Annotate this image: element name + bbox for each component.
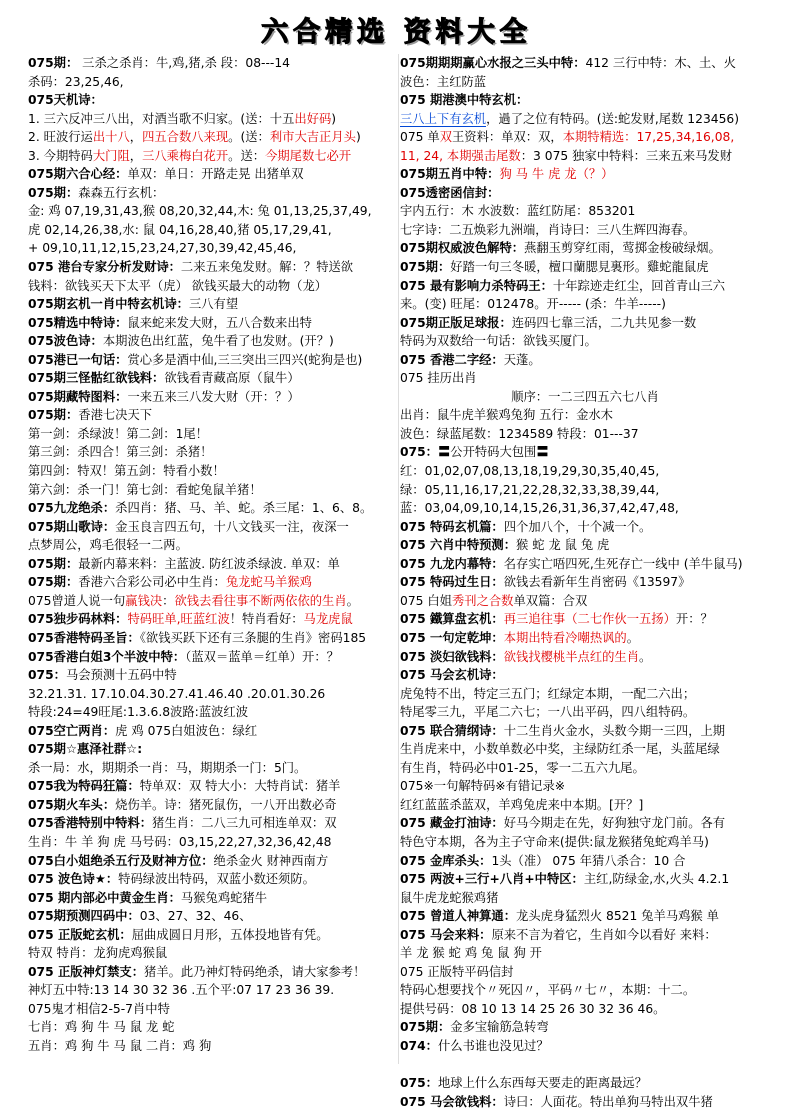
page-title: 六合精选 资料大全 bbox=[261, 17, 532, 48]
right-line: 特码心想要找个〃死囚〃，平码〃七〃，本期：十二。 bbox=[400, 983, 696, 998]
right-line: 虎兔特不出，特定三五门；红绿定本期，一配二六出； bbox=[400, 686, 696, 701]
left-line: 特双 特肖：龙狗虎鸡猴鼠 bbox=[28, 946, 168, 961]
left-line: 075鬼才相信2-5-7肖中特 bbox=[28, 1001, 170, 1016]
left-line: 特段:24=49旺尾:1.3.6.8波路:蓝波红波 bbox=[28, 705, 249, 720]
left-line: 075期：最新内幕来料：主蓝波. 防红波杀绿波. 单双：单 bbox=[28, 556, 340, 571]
left-line: 075九龙绝杀：杀四肖：猪、马、羊、蛇。杀三尾：1、6、8。 bbox=[28, 501, 373, 516]
right-line: 075 马会玄机诗： bbox=[400, 668, 504, 683]
left-line: 075 期内部必中黄金生肖：马猴兔鸡蛇猪牛 bbox=[28, 890, 268, 905]
left-line: 075期玄机一肖中特玄机诗：三八有望 bbox=[28, 297, 239, 312]
right-line: 075※一句解特码※有错记录※ bbox=[400, 779, 566, 794]
right-line: 蓝：03,04,09,10,14,15,26,31,36,37,42,47,48, bbox=[400, 501, 679, 516]
right-line: 宇内五行：木 水波数：蓝红防尾：853201 bbox=[400, 204, 636, 219]
right-line: 075 马会欲钱料：诗曰：人面花。特出单狗马特出双牛猪 bbox=[400, 1094, 713, 1109]
right-line: 075 挂历出肖 bbox=[400, 371, 477, 386]
right-line bbox=[400, 1056, 770, 1075]
left-line: + 09,10,11,12,15,23,24,27,30,39,42,45,46, bbox=[28, 241, 297, 256]
right-column bbox=[400, 54, 770, 1111]
right-line: 075 九龙内幕特：名存实亡唔四死,生死存亡一线中 (羊牛鼠马) bbox=[400, 556, 743, 571]
right-line: 075：地球上什么东西每天要走的距离最远？ bbox=[400, 1076, 648, 1091]
right-line: 11, 24, 本期强击尾数：3 075 独家中特料：三来五来马发财 bbox=[400, 148, 732, 163]
left-line: 075港已一句话：赏心多是酒中仙,三三突出三四兴(蛇狗是也) bbox=[28, 352, 363, 367]
left-line: 075 波色诗★：特码绿波出特码，双蓝小数还须防。 bbox=[28, 872, 315, 887]
left-line: 虎 02,14,26,38,水: 鼠 04,16,28,40,猪 05,17,29,41, bbox=[28, 222, 332, 237]
right-line: 波色：主红防蓝 bbox=[400, 74, 487, 89]
right-line: 出肖：鼠牛虎羊猴鸡兔狗 五行：金水木 bbox=[400, 408, 613, 423]
right-line: 075 联合猜纲诗：十二生肖火金水，头数今期一三四，上期 bbox=[400, 723, 726, 738]
left-line: 075空亡两肖：虎 鸡 075白姐波色：绿红 bbox=[28, 723, 258, 738]
left-line: 075期藏特图料：一来五来三八发大财（开：？） bbox=[28, 389, 300, 404]
right-line: 顺序：一二三四五六七八肖 bbox=[511, 389, 659, 404]
left-line: 075波色诗：本期波色出红蓝，兔牛看了也发财。(开？) bbox=[28, 334, 334, 349]
right-line: 红：01,02,07,08,13,18,19,29,30,35,40,45, bbox=[400, 464, 660, 479]
left-line: 075 港台专家分析发财诗：二来五来兔发财。解：？特送欲 bbox=[28, 260, 354, 275]
right-line: 特码为双数给一句话：欲钱买厦门。 bbox=[400, 334, 597, 349]
left-line: 第四剑：特双！第五剑：特看小数！ bbox=[28, 464, 225, 479]
left-line: 075期山歌诗：金玉良言四五句，十八文钱买一注，夜深一 bbox=[28, 519, 349, 534]
right-line: 绿：05,11,16,17,21,22,28,32,33,38,39,44, bbox=[400, 482, 660, 497]
left-line: 075天机诗： bbox=[28, 93, 103, 108]
left-line: 075期三怪骷红欲钱料：欲钱看青藏高原（鼠牛） bbox=[28, 371, 300, 386]
right-line: 074：什么书谁也没见过？ bbox=[400, 1038, 549, 1053]
right-line: 075 藏金打油诗：好马今期走在先，好狗独守龙门前。各有 bbox=[400, 816, 726, 831]
right-line: 来。(变) 旺尾：012478。开----- (杀：牛羊-----) bbox=[400, 297, 666, 312]
left-line: 生肖：牛 羊 狗 虎 马号码：03,15,22,27,32,36,42,48 bbox=[28, 834, 332, 849]
left-line: 2. 旺波行运出十八，四五合数八来现。(送：利市大吉正月头) bbox=[28, 130, 361, 145]
left-line: 金: 鸡 07,19,31,43,猴 08,20,32,44,木: 兔 01,13,25,37,49, bbox=[28, 204, 372, 219]
right-line: 075 正版特平码信封 bbox=[400, 964, 514, 979]
left-line: 杀一局：水，期期杀一肖：马，期期杀一门：5门。 bbox=[28, 760, 307, 775]
left-line: 杀码：23,25,46, bbox=[28, 74, 124, 89]
left-line: 第一剑：杀绿波！第二剑：1尾！ bbox=[28, 426, 208, 441]
right-line: 075 一句定乾坤：本期出特看冷嘲热讽的。 bbox=[400, 630, 640, 645]
column-divider bbox=[398, 54, 399, 1064]
left-line: 075期火车头：烧伤羊。诗：猪死鼠伤，一八开出数必奇 bbox=[28, 797, 337, 812]
right-line: 075 特码过生日：欲钱去看新年生肖密码《13597》 bbox=[400, 575, 691, 590]
left-line: 神灯五中特:13 14 30 32 36 .五个平:07 17 23 36 39. bbox=[28, 983, 335, 998]
left-line: 075 正版蛇玄机：屈曲成圆日月形，五体投地皆有凭。 bbox=[28, 927, 329, 942]
right-line: 075期正版足球报：连码四七靠三活，二九共见参一数 bbox=[400, 315, 697, 330]
right-line: 075期权威波色解特：燕翻玉剪穿红雨，莺掷金梭破绿烟。 bbox=[400, 241, 721, 256]
left-line: 3. 今期特码大门阻，三八乘梅白花开。送：今期尾数七必开 bbox=[28, 148, 352, 163]
right-line: 075 特码玄机篇：四个加八个，十个减一个。 bbox=[400, 519, 652, 534]
left-line: 075期：森森五行玄机： bbox=[28, 185, 165, 200]
left-line: 钱料：欲钱买天下太平（虎） 欲钱买最大的动物（龙） bbox=[28, 278, 328, 293]
left-line: 075期： 三杀之杀肖：牛,鸡,猪,杀 段：08---14 bbox=[28, 56, 290, 70]
right-line: 075 淡妇欲钱料：欲钱找樱桃半点红的生肖。 bbox=[400, 649, 652, 664]
right-line: 075透密函信封： bbox=[400, 185, 500, 200]
left-line: 1. 三六反冲三八出，对酒当歌不归家。(送：十五出好码) bbox=[28, 111, 337, 126]
right-line: 075 香港二字经：天蓬。 bbox=[400, 352, 541, 367]
right-line: 075 两波+三行+八肖+中特区：主红,防绿金,水,火头 4.2.1 bbox=[400, 872, 730, 887]
right-line: 075 曾道人神算通：龙头虎身猛烈火 8521 兔羊马鸡猴 单 bbox=[400, 909, 719, 924]
left-line: 点梦周公，鸡毛很轻一二两。 bbox=[28, 538, 188, 553]
left-column bbox=[28, 54, 396, 1056]
left-line: 075期☆惠泽社群☆: bbox=[28, 742, 143, 757]
left-line: 075期：香港七决天下 bbox=[28, 408, 153, 423]
right-line: 075 鐵算盘玄机：再三追往事（二七作伙一五扬）开：？ bbox=[400, 612, 713, 627]
right-line: 波色：绿蓝尾数：1234589 特段：01---37 bbox=[400, 426, 639, 441]
left-line: 075期六合心经：单双：单日：开路走晃 出猪单双 bbox=[28, 167, 304, 182]
left-line: 第三剑：杀四合！第三剑：杀猪！ bbox=[28, 445, 213, 460]
right-line: 075 金库杀头：1头（准） 075 年猜八杀合：10 合 bbox=[400, 853, 686, 868]
right-line: 特尾零三九，平尾二六七；一八出平码，四八组特码。 bbox=[400, 705, 696, 720]
right-line: 075：〓公开特码大包围〓 bbox=[400, 445, 549, 460]
right-line: 075 最有影响力杀特码王：十年踪迹走红尘，回首青山三六 bbox=[400, 278, 726, 293]
right-line: 075期：金多宝输筋急转弯 bbox=[400, 1020, 549, 1035]
right-line: 075 期港澳中特玄机： bbox=[400, 93, 529, 108]
left-line: 075期：香港六合彩公司必中生肖：兔龙蛇马羊猴鸡 bbox=[28, 575, 312, 590]
right-line: 有生肖，特码必中01-25，零一二五六九尾。 bbox=[400, 760, 645, 775]
left-line: 075白小姐绝杀五行及财神方位：绝杀金火 财神西南方 bbox=[28, 853, 329, 868]
left-line: 075香港白姐3个半波中特：（蓝双＝蓝单＝红单）开：？ bbox=[28, 649, 339, 664]
right-line: 075 单双王资料：单双：双，本期特精选：17,25,34,16,08, bbox=[400, 130, 735, 145]
right-line: 075期期期赢心水报之三头中特：412 三行中特：木、土、火 bbox=[400, 56, 736, 70]
left-line: 075：马会预测十五码中特 bbox=[28, 668, 177, 683]
right-line: 三八上下有玄机，過了之位有特码。(送:蛇发财,尾数 123456) bbox=[400, 111, 740, 126]
left-line: 32.21.31. 17.10.04.30.27.41.46.40 .20.01.30.26 bbox=[28, 686, 326, 701]
left-line: 七肖：鸡 狗 牛 马 鼠 龙 蛇 bbox=[28, 1020, 175, 1035]
left-line: 五肖：鸡 狗 牛 马 鼠 二肖：鸡 狗 bbox=[28, 1038, 212, 1053]
right-line: 七字诗：二五焕彩九洲端，肖诗曰：三八生辉四海春。 bbox=[400, 222, 696, 237]
left-line: 075期预测四码中：03、27、32、46、 bbox=[28, 909, 252, 924]
right-line: 075 马会来料：原来不言为着它，生肖如今以看好 来料： bbox=[400, 927, 717, 942]
left-line: 075我为特码狂篇：特单双：双 特大小：大特肖试：猪羊 bbox=[28, 779, 341, 794]
left-line: 075独步码林料：特码旺单,旺蓝红波！特肖看好：马龙虎鼠 bbox=[28, 612, 353, 627]
right-line: 提供号码：08 10 13 14 25 26 30 32 36 46。 bbox=[400, 1001, 666, 1016]
left-line: 075曾道人说一句赢钱决：欲钱去看往事不断两依依的生肖。 bbox=[28, 593, 359, 608]
left-line: 075 正版神灯禁支：猪羊。此乃神灯特码绝杀，请大家参考！ bbox=[28, 964, 366, 979]
right-line: 075期五肖中特：狗 马 牛 虎 龙（？） bbox=[400, 167, 614, 182]
left-line: 075精选中特诗：鼠来蛇来发大财，五八合数来出特 bbox=[28, 315, 312, 330]
right-line: 075 白姐秀刊之合数单双篇：合双 bbox=[400, 593, 588, 608]
right-line: 红红蓝蓝杀蓝双，羊鸡兔虎来中本期。[开？] bbox=[400, 797, 644, 812]
left-line: 075香港特码圣旨：《欲钱买跃下还有三条腿的生肖》密码185 bbox=[28, 630, 367, 645]
right-line: 075期：好踏一句三冬暖，檀口蘭腮見裏形。雞蛇龍鼠虎 bbox=[400, 260, 709, 275]
right-line: 鼠牛虎龙蛇猴鸡猪 bbox=[400, 890, 499, 905]
right-line: 特色守本期，各为主子守命来(提供:鼠龙猴猪兔蛇鸡羊马) bbox=[400, 834, 709, 849]
right-line: 羊 龙 猴 蛇 鸡 兔 鼠 狗 开 bbox=[400, 946, 542, 961]
right-line: 075 六肖中特预测：猴 蛇 龙 鼠 兔 虎 bbox=[400, 538, 610, 553]
left-line: 第六剑：杀一门！第七剑：看蛇兔鼠羊猪！ bbox=[28, 482, 262, 497]
right-line: 生肖虎来中，小数单数必中奖，主绿防红杀一尾，头蓝尾绿 bbox=[400, 742, 720, 757]
left-line: 075香港特别中特料：猪生肖：二八三九可相连单双：双 bbox=[28, 816, 337, 831]
